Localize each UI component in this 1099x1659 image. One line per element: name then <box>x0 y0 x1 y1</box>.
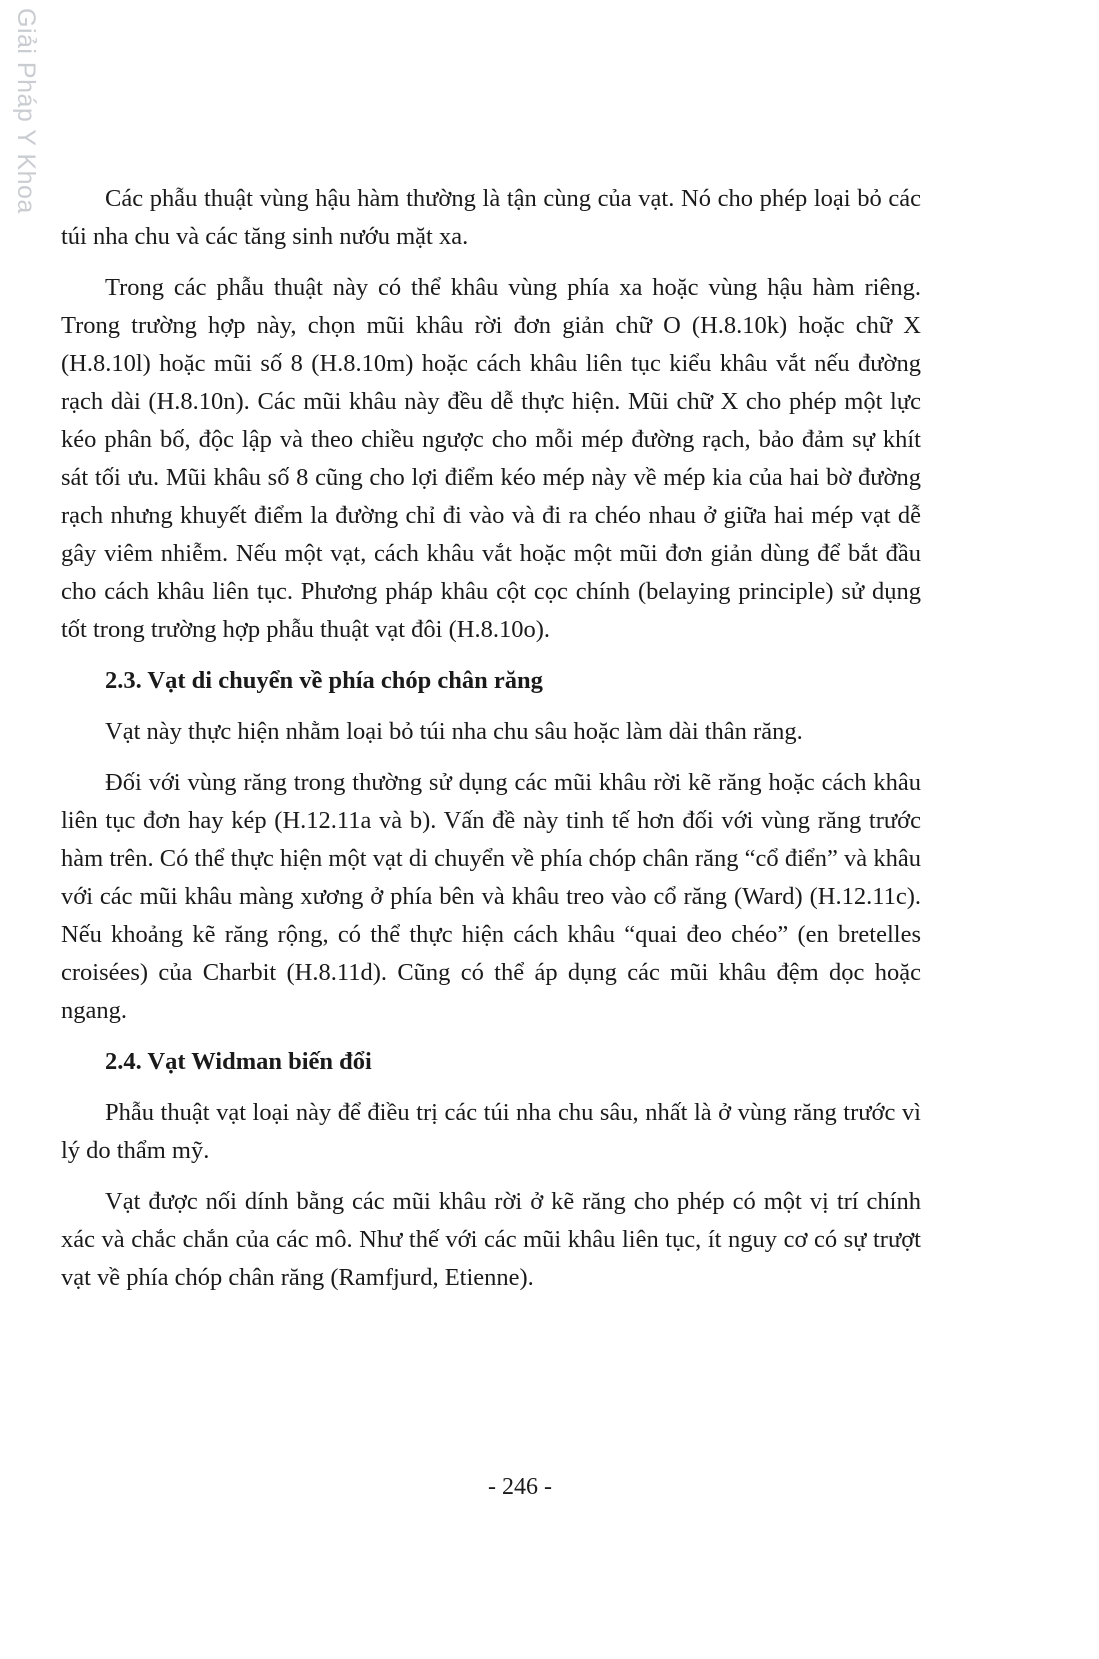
page-body <box>61 180 921 1297</box>
page-number: - 246 - <box>488 1474 552 1500</box>
paragraph-widman-purpose: Phẫu thuật vạt loại này để điều trị các túi nha chu sâu, nhất là ở vùng răng trước vì lý do thẩm mỹ. <box>61 1099 921 1164</box>
paragraph-retromolar-intro: Các phẫu thuật vùng hậu hàm thường là tận cùng của vạt. Nó cho phép loại bỏ các túi nha chu và các tăng sinh nướu mặt xa. <box>61 185 921 250</box>
paragraph-retromolar-suturing: Trong các phẫu thuật này có thể khâu vùng phía xa hoặc vùng hậu hàm riêng. Trong trường hợp này, chọn mũi khâu rời đơn giản chữ O (H.8.10k) hoặc chữ X (H.8.10l) hoặc mũi số 8 (H.8.10m) hoặc cách khâu liên tục kiểu khâu vắt nếu đường rạch dài (H.8.10n). Các mũi khâu này đều dễ thực hiện. Mũi chữ X cho phép một lực kéo phân bố, độc lập và theo chiều ngược cho mỗi mép đường rạch, bảo đảm sự khít sát tối ưu. Mũi khâu số 8 cũng cho lợi điểm kéo mép này về mép kia của hai bờ đường rạch nhưng khuyết điểm la đường chỉ đi vào và đi ra chéo nhau ở giữa hai mép vạt dễ gây viêm nhiễm. Nếu một vạt, cách khâu vắt hoặc một mũi đơn giản dùng để bắt đầu cho cách khâu liên tục. Phương pháp khâu cột cọc chính (belaying principle) sử dụng tốt trong trường hợp phẫu thuật vạt đôi (H.8.10o). <box>61 274 921 643</box>
paragraph-apical-flap-purpose: Vạt này thực hiện nhằm loại bỏ túi nha chu sâu hoặc làm dài thân răng. <box>105 718 803 745</box>
paragraph-apical-flap-suturing: Đối với vùng răng trong thường sử dụng các mũi khâu rời kẽ răng hoặc cách khâu liên tục đơn hay kép (H.12.11a và b). Vấn đề này tinh tế hơn đối với vùng răng trước hàm trên. Có thể thực hiện một vạt di chuyển về phía chóp chân răng “cổ điển” và khâu với các mũi khâu màng xương ở phía bên và khâu treo vào cổ răng (Ward) (H.12.11c). Nếu khoảng kẽ răng rộng, có thể thực hiện cách khâu “quai đeo chéo” (en bretelles croisées) của Charbit (H.8.11d). Cũng có thể áp dụng các mũi khâu đệm dọc hoặc ngang. <box>61 769 921 1024</box>
paragraph-widman-suturing: Vạt được nối dính bằng các mũi khâu rời ở kẽ răng cho phép có một vị trí chính xác và chắc chắn của các mô. Như thế với các mũi khâu liên tục, ít nguy cơ có sự trượt vạt về phía chóp chân răng (Ramfjurd, Etienne). <box>61 1188 921 1291</box>
section-heading-2-3: 2.3. Vạt di chuyển về phía chóp chân răng <box>105 667 543 694</box>
section-heading-2-4: 2.4. Vạt Widman biến đổi <box>105 1048 372 1075</box>
watermark-text: Giải Pháp Y Khoa <box>12 8 40 214</box>
